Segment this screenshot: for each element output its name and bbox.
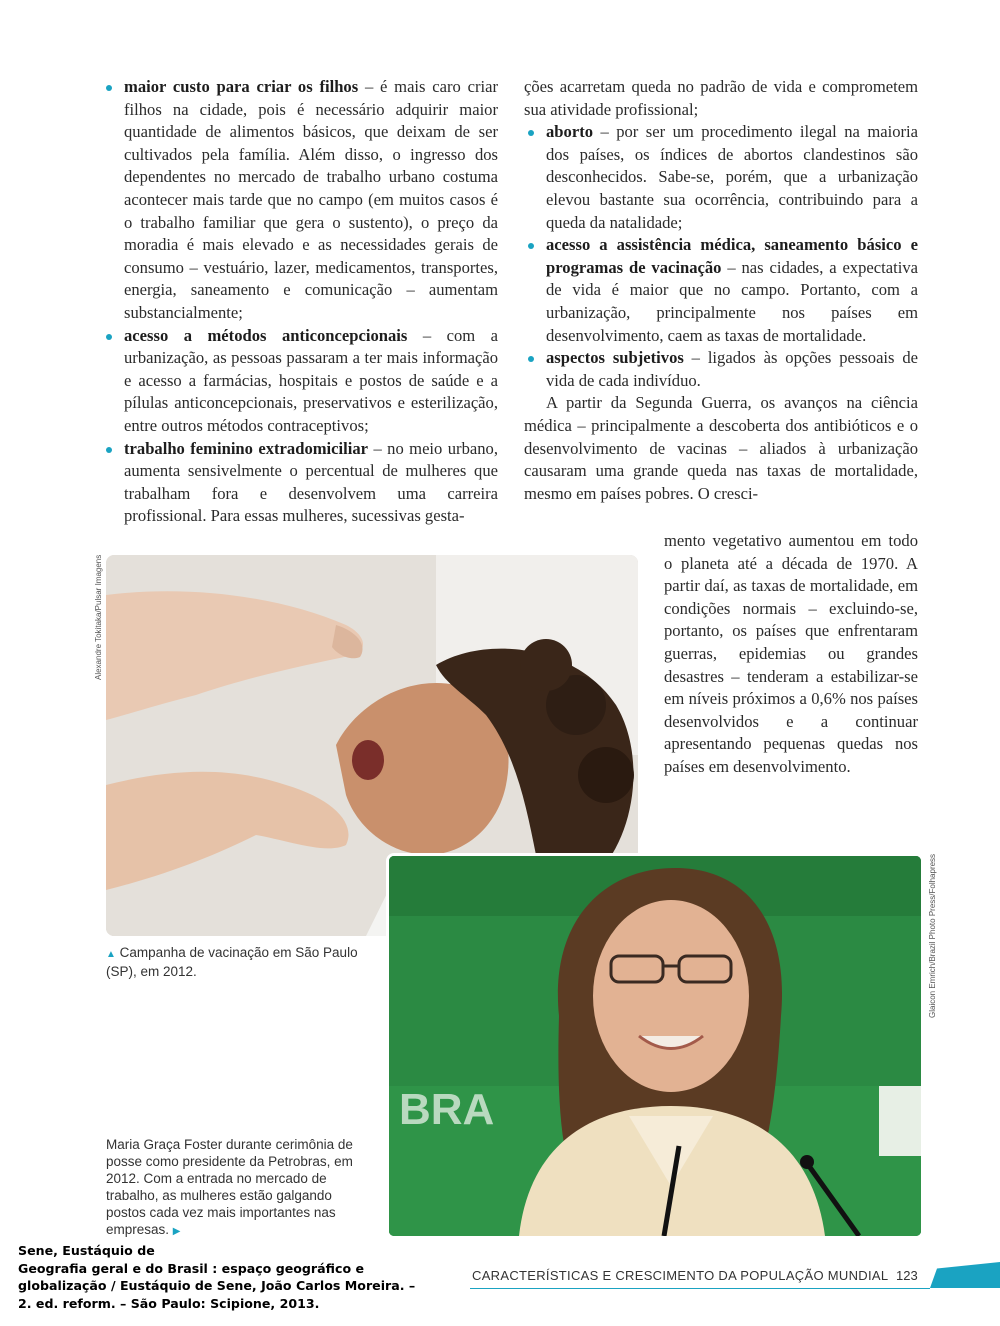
foster-photo xyxy=(386,853,924,1239)
photo-credit: Alexandre Tokitaka/Pulsar Imagens xyxy=(94,554,103,680)
left-text-column xyxy=(100,76,498,528)
bullet-term: acesso a métodos anticoncepcionais xyxy=(124,325,408,345)
running-footer-title: CARACTERÍSTICAS E CRESCIMENTO DA POPULAÇÃO MUNDIAL xyxy=(472,1268,889,1283)
bullet-dot-icon xyxy=(528,356,534,362)
continuation-text: ções acarretam queda no padrão de vida e comprometem sua atividade profissional; xyxy=(524,77,918,119)
banner-text: BRA xyxy=(399,1085,495,1134)
photo-caption xyxy=(106,1136,368,1240)
right-text-column xyxy=(522,76,918,505)
bullet-text: – é mais caro criar filhos na cidade, pois é necessário adquirir maior quantidade de alimentos básicos, que deixam de ser cultivados pela família. Além disso, o ingresso dos dependentes no mercado de trabalho urbano costuma acontecer mais tarde que no campo (em muitos casos é o trabalho familiar que gera o sustento), o preço da moradia é mais elevado e as necessidades gerais de consumo – vestuário, lazer, medicamentos, transportes, energia, saneamento e comunicação – aumentam substancialmente; xyxy=(124,77,498,322)
bullet-text: – nas cidades, a expectativa de vida é maior que no campo. Portanto, com a urbanização, principalmente nos países em desenvolvimento, caem as taxas de mortalidade. xyxy=(546,257,918,345)
triangle-right-icon: ▶ xyxy=(172,1226,181,1237)
bullet-dot-icon xyxy=(106,85,112,91)
bullet-item xyxy=(522,234,918,347)
footer-tab-decoration xyxy=(930,1262,1000,1288)
footer-rule xyxy=(470,1288,930,1289)
bullet-item xyxy=(100,438,498,528)
citation-line: Geografia geral e do Brasil : espaço geográfico e xyxy=(18,1260,365,1276)
bullet-dot-icon xyxy=(528,243,534,249)
bullet-dot-icon xyxy=(528,130,534,136)
page-number: 123 xyxy=(896,1268,918,1283)
citation-line: Sene, Eustáquio de xyxy=(18,1243,155,1258)
caption-text: Maria Graça Foster durante cerimônia de posse como presidente da Petrobras, em 2012. Com a entrada no mercado de trabalho, as mulheres estão galgando postos cada vez mais importantes nas empresas. xyxy=(106,1137,353,1237)
bullet-item xyxy=(522,347,918,392)
photo-caption xyxy=(106,944,376,980)
bullet-dot-icon xyxy=(106,334,112,340)
bullet-item xyxy=(522,121,918,234)
bullet-text: – por ser um procedimento ilegal na maioria dos países, os índices de abortos clandestinos são desconhecidos. Sabe-se, porém, que a urbanização elevou bastante sua ocorrência, contribuindo para a queda da natalidade; xyxy=(546,122,918,232)
bullet-dot-icon xyxy=(106,447,112,453)
bullet-term: aspectos subjetivos xyxy=(546,348,684,368)
bullet-term: maior custo para criar os filhos xyxy=(124,77,359,96)
foster-illustration xyxy=(389,856,921,1236)
citation-line: globalização / Eustáquio de Sene, João Carlos Moreira. – xyxy=(18,1278,416,1293)
bullet-text: – no meio urbano, aumenta sensivelmente o percentual de mulheres que trabalham fora e desenvolvem uma carreira profissional. Para essas mulheres, sucessivas gesta- xyxy=(124,438,498,526)
photo-credit: Glaicon Emrich/Brazil Photo Press/Folhapress xyxy=(928,853,937,1018)
citation-line: 2. ed. reform. – São Paulo: Scipione, 2013. xyxy=(18,1295,320,1311)
body-paragraph-narrow: mento vegetativo aumentou em todo o planeta até a década de 1970. A partir daí, as taxas de mortalidade, em condições normais – excluindo-se, portanto, os países que enfrentaram guerras, epidemias ou grandes desastres – tenderam a estabilizar-se em níveis próximos a 0,6% nos países desenvolvidos e a continuar apresentando pequenas quedas nos países em desenvolvimento. xyxy=(664,531,918,776)
body-paragraph: A partir da Segunda Guerra, os avanços na ciência médica – principalmente a descoberta dos antibióticos e o desenvolvimento de vacinas – aliados à urbanização causaram uma grande queda nas taxas de mortalidade, mesmo em países pobres. O cresci- xyxy=(524,393,918,503)
caption-text: Campanha de vacinação em São Paulo (SP), em 2012. xyxy=(106,945,358,979)
bullet-term: aborto xyxy=(546,122,594,142)
bullet-text: – com a urbanização, as pessoas passaram a ter mais informação e acesso a farmácias, hospitais e postos de saúde e a pílulas anticoncepcionais, preservativos e esterilização, entre outros métodos contraceptivos; xyxy=(124,325,498,435)
source-citation xyxy=(18,1242,438,1312)
bullet-item xyxy=(100,325,498,438)
bullet-text: – ligados às opções pessoais de vida de cada indivíduo. xyxy=(546,348,919,390)
bullet-term: acesso a assistência médica, saneamento básico e programas de vacinação xyxy=(546,235,918,277)
triangle-up-icon: ▲ xyxy=(106,949,116,960)
bullet-term: trabalho feminino extradomiciliar xyxy=(124,438,369,458)
bullet-item xyxy=(100,76,498,325)
